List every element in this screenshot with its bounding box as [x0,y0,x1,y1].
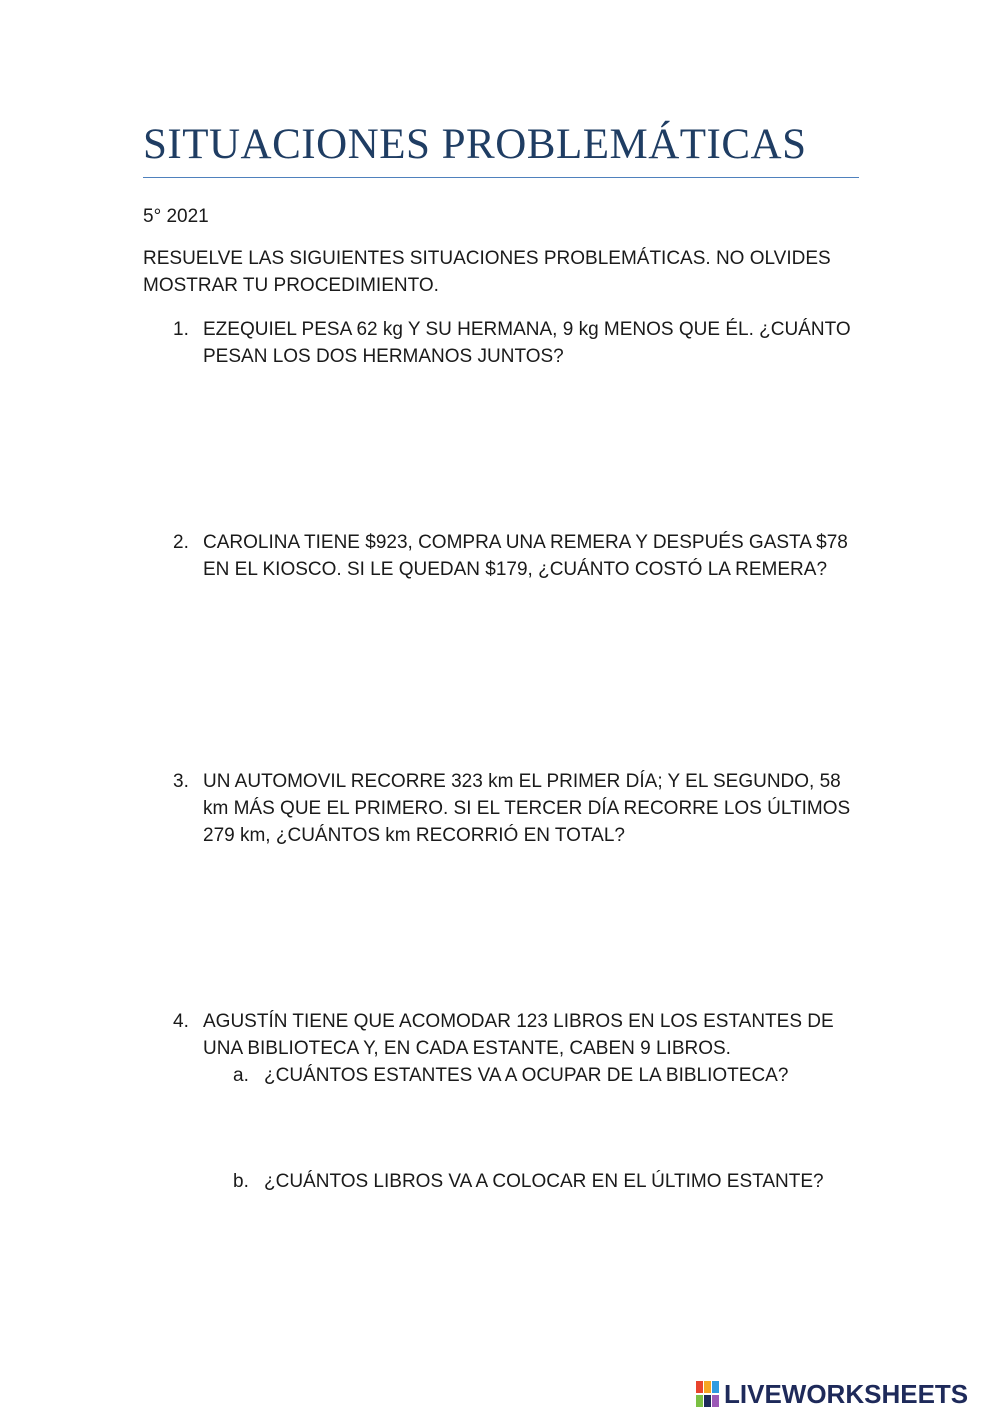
subquestion-text: ¿CUÁNTOS LIBROS VA A COLOCAR EN EL ÚLTIMO ESTANTE? [264,1171,824,1192]
problem-number: 4. [173,1011,189,1032]
liveworksheets-logo-icon [696,1380,722,1408]
subquestion-letter: b. [233,1171,249,1192]
liveworksheets-logo [696,1377,968,1411]
subquestion-text: ¿CUÁNTOS ESTANTES VA A OCUPAR DE LA BIBLIOTECA? [264,1065,789,1086]
subquestion-letter: a. [233,1065,249,1086]
problem-number: 3. [173,771,189,792]
grade-year: 5° 2021 [143,206,209,227]
problem-text: AGUSTÍN TIENE QUE ACOMODAR 123 LIBROS EN LOS ESTANTES DE UNA BIBLIOTECA Y, EN CADA ESTANTE, CABEN 9 LIBROS. [203,1011,834,1059]
problem-text: CAROLINA TIENE $923, COMPRA UNA REMERA Y DESPUÉS GASTA $78 EN EL KIOSCO. SI LE QUEDAN $179, ¿CUÁNTO COSTÓ LA REMERA? [203,532,848,580]
title-divider [143,177,859,178]
page-title: SITUACIONES PROBLEMÁTICAS [143,121,807,168]
logo-wordmark: LIVEWORKSHEETS [724,1378,969,1409]
instructions: RESUELVE LAS SIGUIENTES SITUACIONES PROBLEMÁTICAS. NO OLVIDES MOSTRAR TU PROCEDIMIENTO. [143,248,831,296]
problem-text: UN AUTOMOVIL RECORRE 323 km EL PRIMER DÍA; Y EL SEGUNDO, 58 km MÁS QUE EL PRIMERO. SI EL TERCER DÍA RECORRE LOS ÚLTIMOS 279 km, ¿CUÁNTOS km RECORRIÓ EN TOTAL? [203,771,851,846]
problem-text: EZEQUIEL PESA 62 kg Y SU HERMANA, 9 kg MENOS QUE ÉL. ¿CUÁNTO PESAN LOS DOS HERMANOS JUNTOS? [203,319,851,367]
problem-number: 1. [173,319,189,340]
problem-number: 2. [173,532,189,553]
